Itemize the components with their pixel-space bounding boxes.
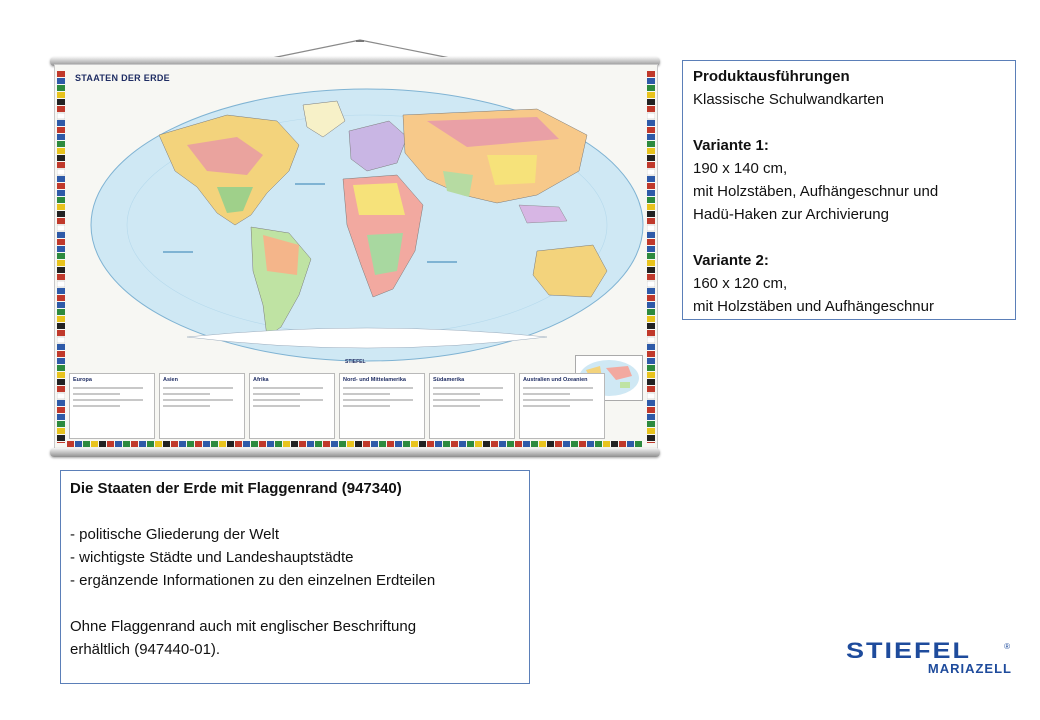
info-panel-title: Südamerika [433, 377, 465, 383]
info-panel-title: Afrika [253, 377, 269, 383]
wall-map-image [40, 36, 670, 460]
product-variants-box [682, 60, 1016, 320]
bottom-wooden-rod [50, 448, 660, 457]
variant-1-label: Variante 1: [693, 137, 769, 154]
registered-mark: ® [1004, 642, 1010, 651]
map-title: STAATEN DER ERDE [75, 73, 170, 83]
map-publisher-mark: STIEFEL [345, 359, 366, 365]
product-description-box [60, 470, 530, 684]
info-panel [339, 373, 425, 439]
feature-bullet: - wichtigste Städte und Landeshauptstädte [70, 549, 354, 566]
flag-border-left [57, 71, 65, 443]
variant-1-line: Hadü-Haken zur Archivierung [693, 206, 889, 223]
flag-border-right [647, 71, 655, 443]
availability-note: erhältlich (947440-01). [70, 641, 221, 658]
info-panel [519, 373, 605, 439]
flag-border-bottom [67, 441, 645, 447]
continent-info-strip [69, 373, 605, 439]
info-panel [249, 373, 335, 439]
variant-2-label: Variante 2: [693, 252, 769, 269]
variants-heading: Produktausführungen [693, 68, 850, 85]
info-panel [69, 373, 155, 439]
info-panel [159, 373, 245, 439]
feature-bullet: - ergänzende Informationen zu den einzelnen Erdteilen [70, 572, 436, 589]
variants-subheading: Klassische Schulwandkarten [693, 91, 884, 108]
map-poster [54, 64, 658, 450]
brand-subline: MARIAZELL [927, 661, 1012, 676]
brand-name: STIEFEL [846, 638, 972, 663]
info-panel-title: Nord- und Mittelamerika [343, 377, 406, 383]
info-panel-title: Asien [163, 377, 178, 383]
stiefel-logo [846, 640, 1018, 680]
world-map [67, 75, 645, 365]
variant-2-line: mit Holzstäben und Aufhängeschnur [693, 298, 934, 315]
availability-note: Ohne Flaggenrand auch mit englischer Beschriftung [70, 618, 417, 635]
variant-1-line: 190 x 140 cm, [693, 160, 788, 177]
info-panel [429, 373, 515, 439]
info-panel-title: Europa [73, 377, 92, 383]
info-panel-title: Australien und Ozeanien [523, 377, 588, 383]
product-title: Die Staaten der Erde mit Flaggenrand (947340) [70, 480, 402, 497]
variant-2-line: 160 x 120 cm, [693, 275, 788, 292]
feature-bullet: - politische Gliederung der Welt [70, 526, 279, 543]
variant-1-line: mit Holzstäben, Aufhängeschnur und [693, 183, 939, 200]
